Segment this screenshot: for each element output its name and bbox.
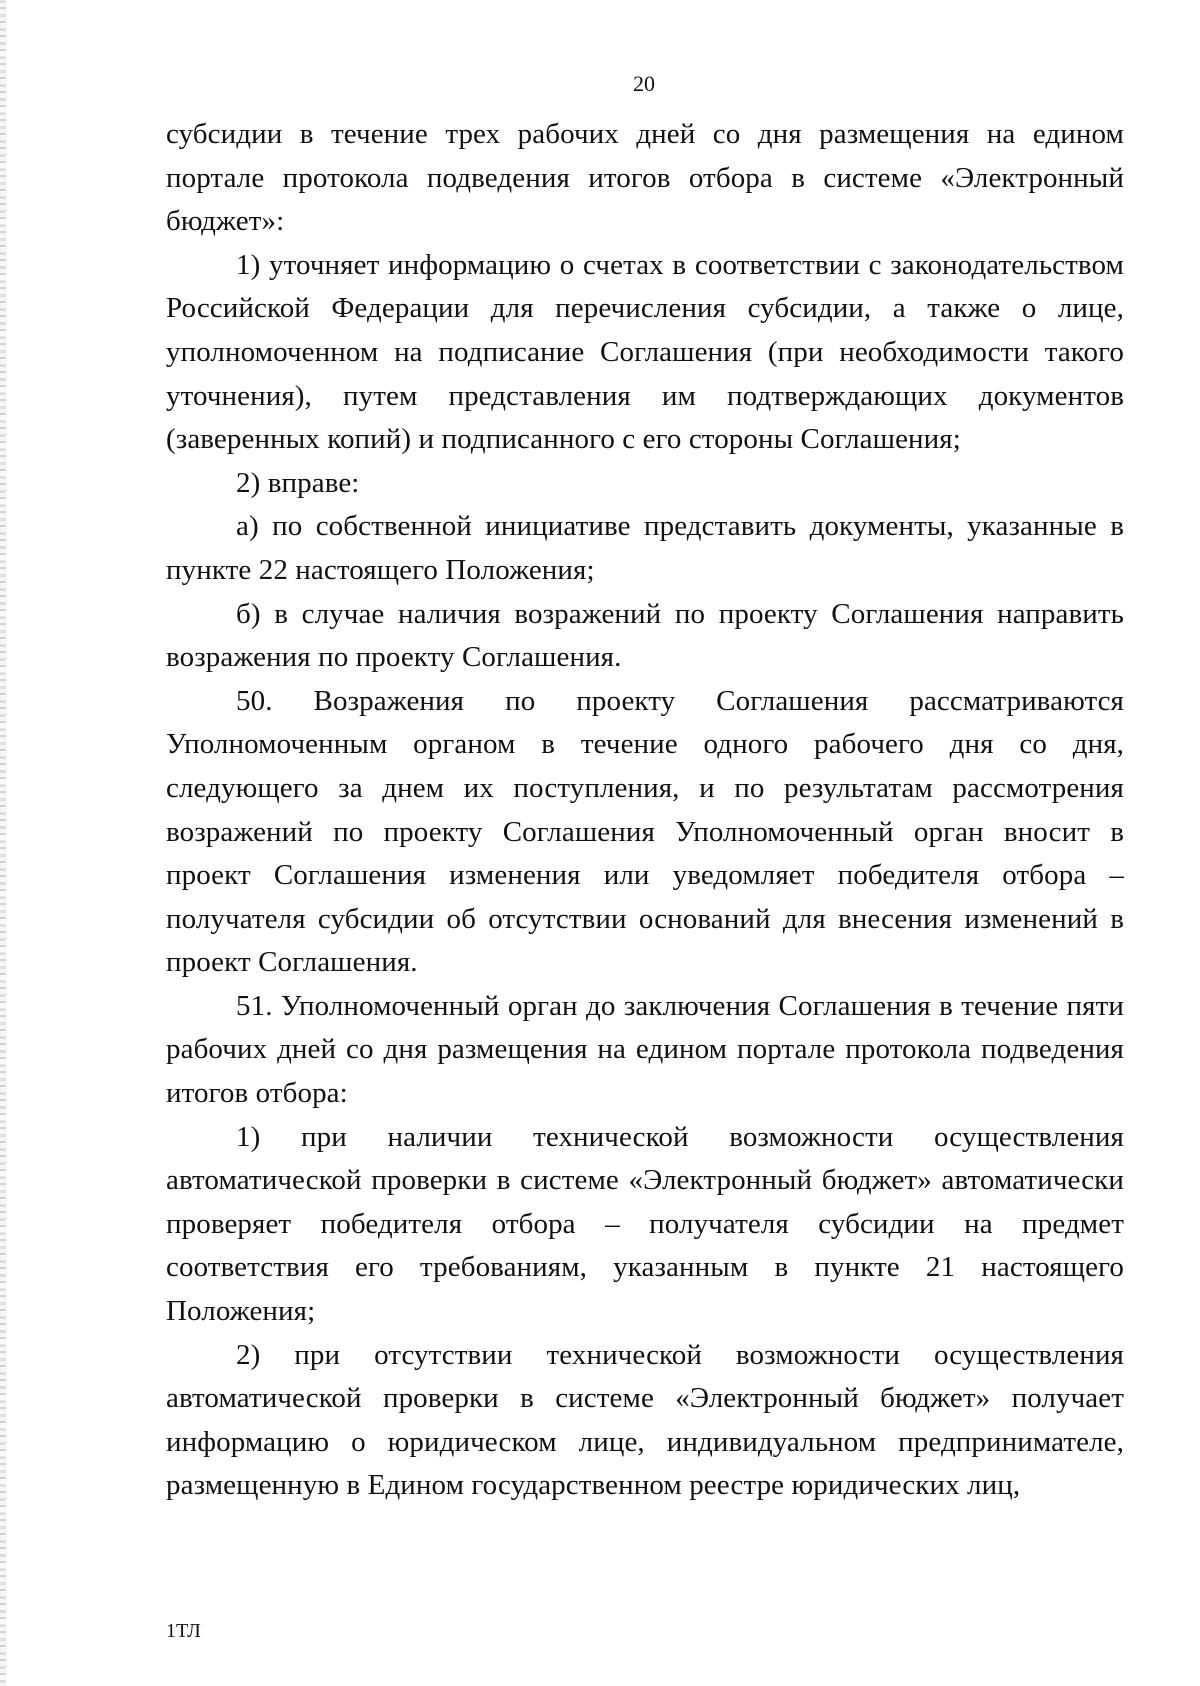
paragraph-continuation: субсидии в течение трех рабочих дней со дня размещения на едином портале протокола подведения итогов отбора в системе «Электронный бюджет»:: [166, 118, 1124, 238]
paragraph-subitem-b: б) в случае наличия возражений по проекту Соглашения направить возражения по проекту Соглашения.: [166, 597, 1124, 674]
paragraph-subitem-a: а) по собственной инициативе представить документы, указанные в пункте 22 настоящего Положения;: [166, 510, 1124, 586]
paragraph-item-2: 2) вправе:: [236, 466, 360, 499]
page-number: 20: [633, 71, 655, 96]
paragraph-item-1: 1) уточняет информацию о счетах в соответствии с законодательством Российской Федерации для перечисления субсидии, а также о лице, уполномоченном на подписание Соглашения (при необходимости такого уточнения), путем представления им подтверждающих документов (заверенных копий) и подписанного с его стороны Соглашения;: [166, 248, 1124, 456]
footer-code: 1ТЛ: [166, 1620, 201, 1642]
document-body: [166, 113, 1124, 1508]
paragraph-clause-51-item-2: 2) при отсутствии технической возможности осуществления автоматической проверки в системе «Электронный бюджет» получает информацию о юридическом лице, индивидуальном предпринимателе, размещенную в Едином государственном реестре юридических лиц,: [166, 1338, 1124, 1502]
scan-edge: [0, 0, 6, 1686]
paragraph-clause-50: 50. Возражения по проекту Соглашения рассматриваются Уполномоченным органом в течение одного рабочего дня со дня, следующего за днем их поступления, и по результатам рассмотрения возражений по проекту Соглашения Уполномоченный орган вносит в проект Соглашения изменения или уведомляет победителя отбора – получателя субсидии об отсутствии оснований для внесения изменений в проект Соглашения.: [166, 684, 1124, 979]
paragraph-clause-51-item-1: 1) при наличии технической возможности осуществления автоматической проверки в системе «Электронный бюджет» автоматически проверяет победителя отбора – получателя субсидии на предмет соответствия его требованиям, указанным в пункте 21 настоящего Положения;: [166, 1120, 1124, 1328]
paragraph-clause-51: 51. Уполномоченный орган до заключения Соглашения в течение пяти рабочих дней со дня размещения на едином портале протокола подведения итогов отбора:: [166, 989, 1124, 1110]
